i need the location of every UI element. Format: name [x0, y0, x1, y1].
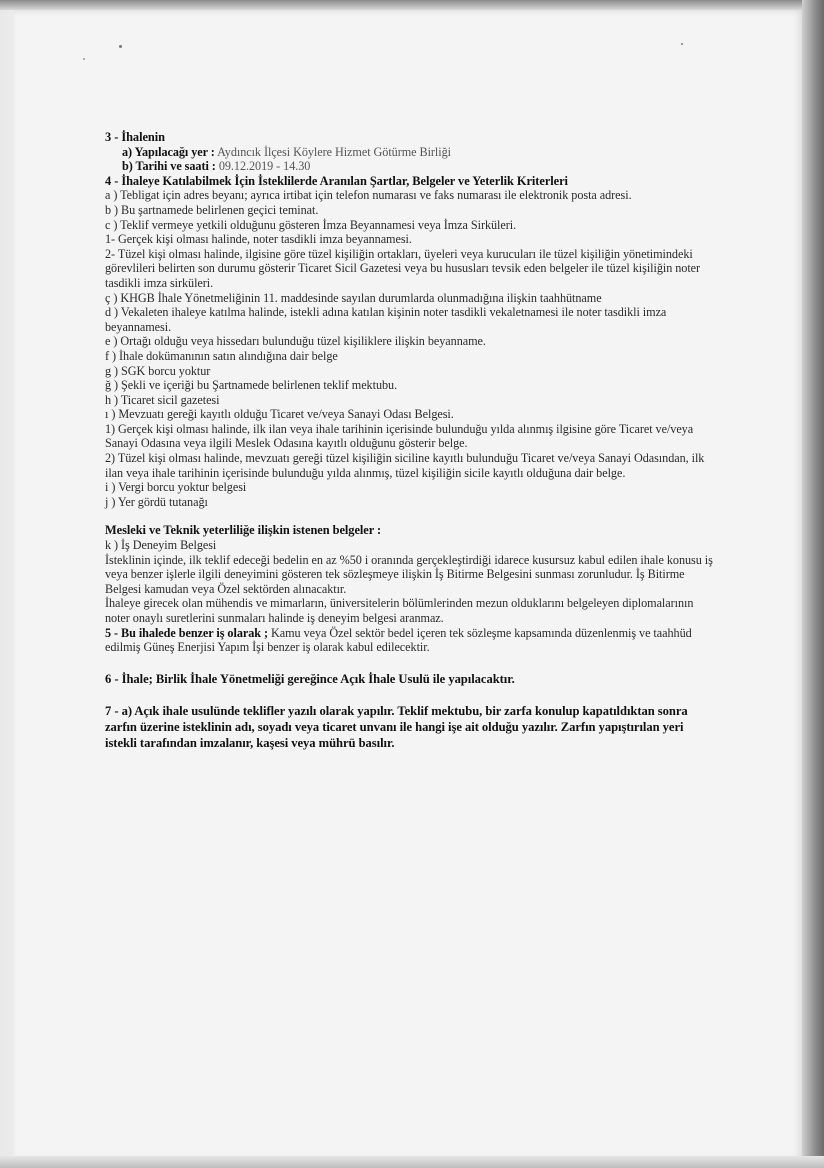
technical-paragraph-2: İhaleye girecek olan mühendis ve mimarların, üniversitelerin bölümlerinden mezun olduklarını belgeleyen diplomalarının noter onaylı suretlerini sunmaları halinde iş deneyim belgesi aranmaz. — [105, 596, 694, 625]
technical-qualification-heading: Mesleki ve Teknik yeterliliğe ilişkin istenen belgeler : — [105, 523, 382, 538]
section-4-item-c: c ) Teklif vermeye yetkili olduğunu gösteren İmza Beyannamesi veya İmza Sirküleri. — [105, 217, 517, 232]
section-4-item-j: j ) Yer gördü tutanağı — [105, 494, 208, 509]
scan-speck — [119, 45, 122, 48]
spacer — [105, 509, 717, 523]
section-3-heading: 3 - İhalenin — [105, 130, 165, 144]
section-3-a-value: Aydıncık İlçesi Köylere Hizmet Götürme Birliği — [217, 144, 451, 159]
scan-right-edge — [802, 0, 824, 1168]
section-3-b-label: b) Tarihi ve saati : — [122, 159, 216, 174]
section-4-item-g: g ) SGK borcu yoktur — [105, 363, 211, 378]
section-4-item-f: f ) İhale dokümanının satın alındığına dair belge — [105, 348, 338, 363]
document-body — [105, 130, 717, 751]
section-3-b-value: 09.12.2019 - 14.30 — [218, 159, 311, 174]
section-4-item-a: a ) Tebligat için adres beyanı; ayrıca irtibat için telefon numarası ve faks numarası ile elektronik posta adresi. — [105, 188, 632, 203]
section-4-item-c-1: 1- Gerçek kişi olması halinde, noter tasdikli imza beyannamesi. — [105, 232, 412, 247]
technical-item-k: k ) İş Deneyim Belgesi — [105, 538, 217, 553]
scan-speck — [83, 58, 85, 60]
section-4-item-i: ı ) Mevzuatı gereği kayıtlı olduğu Ticaret ve/veya Sanayi Odası Belgesi. — [105, 407, 454, 422]
section-4-item-i-1: 1) Gerçek kişi olması halinde, ilk ilan veya ihale tarihinin içerisinde bulunduğu yılda alınmış ilgisine göre Ticaret ve/veya Sanayi Odasına veya ilgili Meslek Odasına kayıtlı olduğunu gösterir belge. — [105, 421, 694, 451]
section-7-a: 7 - a) Açık ihale usulünde teklifler yazılı olarak yapılır. Teklif mektubu, bir zarfa konulup kapatıldıktan sonra zarfın üzerine isteklinin adı, soyadı veya ticaret unvanı ile hangi işe ait olduğu yazılır. Zarfın yapıştırılan yeri istekli tarafından imzalanır, kaşesi veya mührü basılır. — [105, 703, 688, 750]
section-3-b — [105, 159, 717, 174]
section-4-heading: 4 - İhaleye Katılabilmek İçin İsteklilerde Aranılan Şartlar, Belgeler ve Yeterlik Kriterleri — [105, 173, 568, 188]
section-5 — [105, 626, 717, 655]
section-4-item-c-2: 2- Tüzel kişi olması halinde, ilgisine göre tüzel kişiliğin ortakları, üyeleri veya kurucuları ile tüzel kişiliğin yönetimindeki görevlileri belirten son durumu gösterir Ticaret Sicil Gazetesi veya bu hususları tevsik eden belgeler ile tüzel kişiliğin noter tasdikli imza sirküleri. — [105, 246, 701, 290]
section-4-item-b: b ) Bu şartnamede belirlenen geçici teminat. — [105, 202, 319, 217]
scan-bottom-edge — [0, 1156, 824, 1168]
section-4-item-h: h ) Ticaret sicil gazetesi — [105, 392, 220, 407]
section-4-item-ii: i ) Vergi borcu yoktur belgesi — [105, 480, 247, 495]
section-4-item-cc: ç ) KHGB İhale Yönetmeliğinin 11. maddesinde sayılan durumlarda olunmadığına ilişkin taahhütname — [105, 290, 602, 305]
spacer — [105, 687, 717, 703]
section-6: 6 - İhale; Birlik İhale Yönetmeliği gereğince Açık İhale Usulü ile yapılacaktır. — [105, 671, 515, 686]
section-4-item-gg: ğ ) Şekli ve içeriği bu Şartnamede belirlenen teklif mektubu. — [105, 378, 398, 393]
section-4-item-d: d ) Vekaleten ihaleye katılma halinde, istekli adına katılan kişinin noter tasdikli vekaletnamesi ile noter tasdikli imza beyannamesi. — [105, 305, 667, 334]
section-3-a — [105, 145, 717, 160]
scan-speck — [681, 43, 683, 45]
section-4-item-e: e ) Ortağı olduğu veya hissedarı bulunduğu tüzel kişiliklere ilişkin beyanname. — [105, 334, 486, 349]
scan-top-edge — [0, 0, 824, 10]
spacer — [105, 655, 717, 671]
section-3-a-label: a) Yapılacağı yer : — [122, 144, 215, 159]
section-4-item-i-2: 2) Tüzel kişi olması halinde, mevzuatı gereği tüzel kişiliğin siciline kayıtlı bulunduğu Ticaret ve/veya Sanayi Odasından, ilk ilan veya ihale tarihinin içerisinde bulunduğu yılda alınmış, tüzel kişiliğin sicile kayıtlı olduğuna dair belge. — [105, 451, 705, 480]
section-5-text: Kamu veya Özel sektör bedel içeren tek sözleşme kapsamında düzenlenmiş ve taahhüd edilmiş Güneş Enerjisi Yapım İşi benzer iş olarak kabul edilecektir. — [105, 625, 692, 655]
section-5-label: 5 - Bu ihalede benzer iş olarak ; — [105, 625, 268, 640]
technical-paragraph-1: İsteklinin içinde, ilk teklif edeceği bedelin en az %50 i oranında gerçekleştirdiği idarece kusursuz kabul edilen ihale konusu iş veya benzer işlerle ilgili deneyimini gösteren tek sözleşmeye ilişkin İş Bitirme Belgesini sunması zorunludur. İş Bitirme Belgesi kamudan veya Özel sektörden alınacaktır. — [105, 552, 713, 596]
